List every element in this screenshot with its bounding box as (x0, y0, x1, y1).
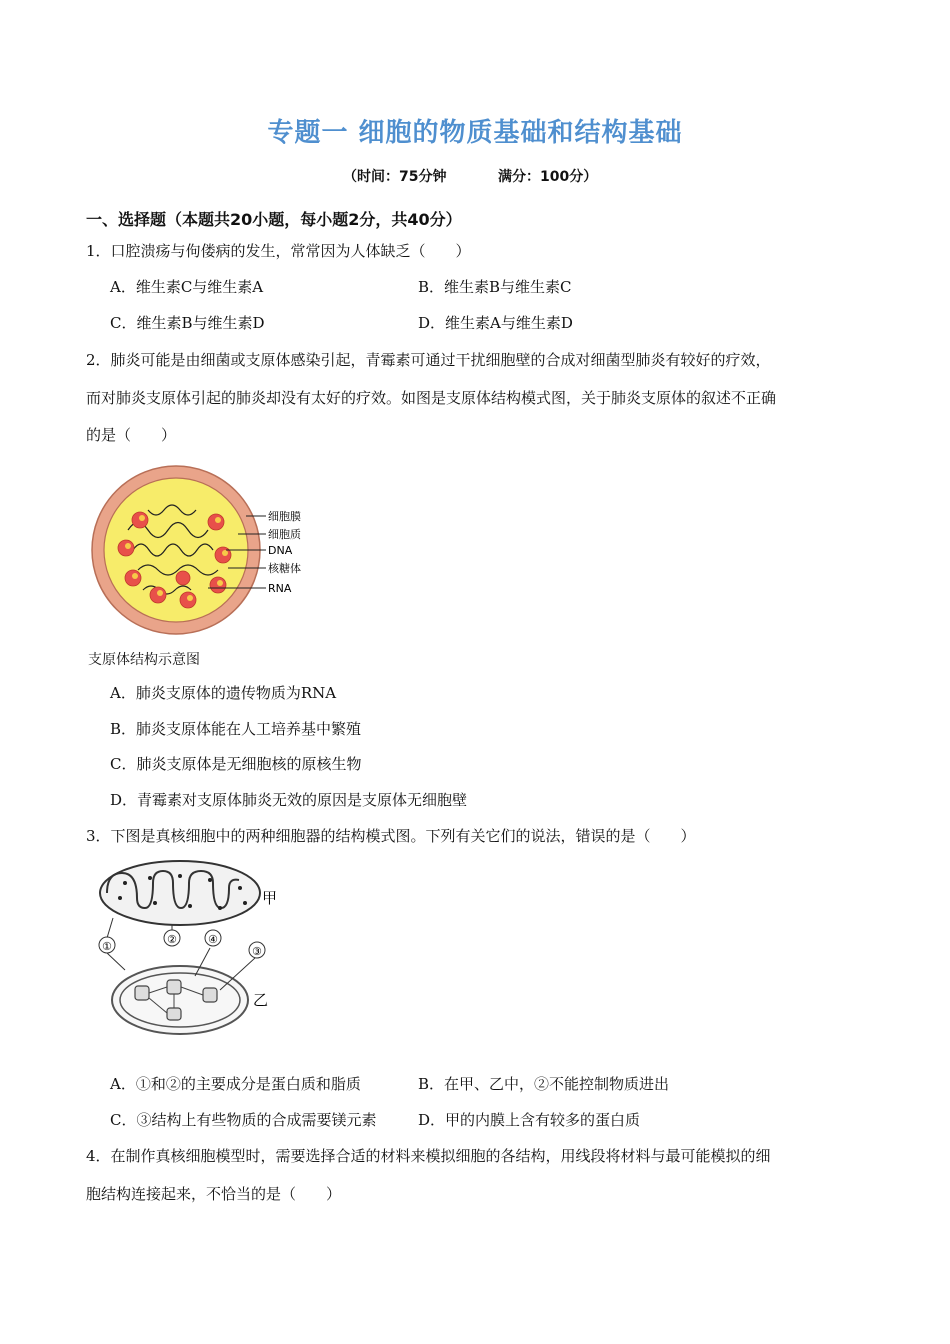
label-4: ④ (208, 933, 218, 946)
q2-option-a: A．肺炎支原体的遗传物质为RNA (110, 684, 337, 702)
section-heading: 一、选择题（本题共20小题，每小题2分，共40分） (86, 210, 462, 229)
question-4-line-1: 4．在制作真核细胞模型时，需要选择合适的材料来模拟细胞的各结构，用线段将材料与最可能模拟的细 (86, 1147, 771, 1165)
label-yi: 乙 (253, 991, 269, 1009)
question-1-stem: 1．口腔溃疡与佝偻病的发生，常常因为人体缺乏（ ） (86, 242, 471, 260)
mycoplasma-diagram (88, 460, 328, 640)
question-3-stem: 3．下图是真核细胞中的两种细胞器的结构模式图。下列有关它们的说法，错误的是（ ） (86, 827, 696, 845)
q3-option-d: D．甲的内膜上含有较多的蛋白质 (418, 1111, 641, 1129)
question-2-line-3: 的是（ ） (86, 426, 177, 444)
q1-option-a: A．维生素C与维生素A (110, 278, 264, 296)
q3-option-c: C．③结构上有些物质的合成需要镁元素 (110, 1111, 377, 1129)
label-rna: RNA (268, 582, 292, 595)
q2-option-c: C．肺炎支原体是无细胞核的原核生物 (110, 755, 362, 773)
label-2: ② (167, 933, 177, 946)
question-2-line-2: 而对肺炎支原体引起的肺炎却没有太好的疗效。如图是支原体结构模式图，关于肺炎支原体的叙述不正确 (86, 389, 777, 407)
q3-option-b: B．在甲、乙中，②不能控制物质进出 (418, 1075, 670, 1093)
label-1: ① (102, 940, 112, 953)
label-jia: 甲 (262, 889, 278, 907)
exam-score: 满分：100分） (498, 169, 598, 185)
q2-option-d: D．青霉素对支原体肺炎无效的原因是支原体无细胞壁 (110, 791, 468, 809)
label-3: ③ (252, 945, 262, 958)
question-4-line-2: 胞结构连接起来，不恰当的是（ ） (86, 1185, 342, 1203)
figure-caption: 支原体结构示意图 (88, 652, 200, 668)
page-title: 专题一 细胞的物质基础和结构基础 (267, 118, 683, 148)
question-2-line-1: 2．肺炎可能是由细菌或支原体感染引起，青霉素可通过干扰细胞壁的合成对细菌型肺炎有较好的疗效， (86, 351, 771, 369)
label-cell-membrane: 细胞膜 (268, 510, 301, 523)
q2-option-b: B．肺炎支原体能在人工培养基中繁殖 (110, 720, 362, 738)
q1-option-d: D．维生素A与维生素D (418, 314, 573, 332)
q3-option-a: A．①和②的主要成分是蛋白质和脂质 (110, 1075, 361, 1093)
exam-time: （时间：75分钟 (343, 169, 447, 185)
label-cytoplasm: 细胞质 (268, 528, 301, 541)
q1-option-c: C．维生素B与维生素D (110, 314, 265, 332)
label-dna: DNA (268, 544, 293, 557)
q1-option-b: B．维生素B与维生素C (418, 278, 572, 296)
organelles-diagram (95, 858, 285, 1038)
label-ribosome: 核糖体 (268, 562, 301, 575)
